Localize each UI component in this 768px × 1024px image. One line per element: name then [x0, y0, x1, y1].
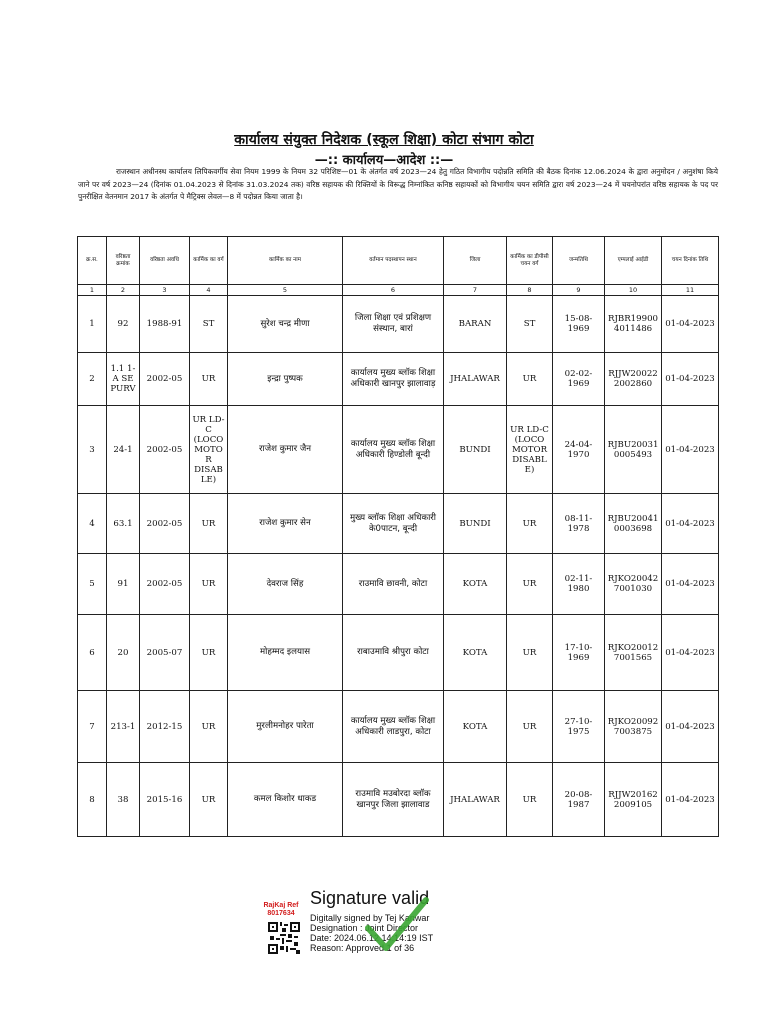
- page-number: 1 of 36: [386, 943, 415, 953]
- cell-district: BARAN: [444, 296, 507, 353]
- cell-posting: मुख्य ब्लॉक शिक्षा अधिकारी के0पाटन, बून्दी: [343, 494, 444, 554]
- cell-name: राजेश कुमार सेन: [228, 494, 343, 554]
- cell-date: 01-04-2023: [662, 406, 719, 494]
- cell-emp-id: RJBU20031 0005493: [605, 406, 662, 494]
- table-row: [78, 494, 719, 554]
- intro-paragraph: राजस्थान अधीनस्थ कार्यालय लिपिकवर्गीय सेवा नियम 1999 के नियम 32 परिशिष्ट—01 के अंतर्गत वर्ष 2023—24 हेतु गठित विभागीय पदोन्नति समिति की बैठक दिनांक 12.06.2024 के द्वारा अनुमोदन / अनुशंषा किये जाने पर वर्ष 2023—24 (दिनांक 01.04.2023 से दिनांक 31.03.2024 तक) वरिष्ठ सहायक की रिक्तियों के विरूद्ध निम्नांकित कनिष्ठ सहायकों को विभागीय चयन समिति द्वारा वर्ष 2023—24 में चयनोपरांत वरिष्ठ सहायक के पद पर पुनरीक्षित वेतनमान 2017 के अंतर्गत पे मैट्रिक्स लेवल—8 में पदोन्नत किया जाता है।: [78, 167, 718, 202]
- cell-category: UR: [190, 763, 228, 837]
- col-number: 4: [190, 285, 228, 296]
- cell-date: 01-04-2023: [662, 691, 719, 763]
- table-row: [78, 296, 719, 353]
- cell-category: UR: [190, 494, 228, 554]
- checkmark-icon: [362, 894, 432, 954]
- col-number: 9: [553, 285, 605, 296]
- cell-period: 2002-05: [140, 494, 190, 554]
- cell-emp-id: RJKO20042 7001030: [605, 554, 662, 615]
- signature-status: Signature valid: [310, 888, 430, 908]
- cell-district: JHALAWAR: [444, 763, 507, 837]
- cell-posting: राबाउमावि श्रीपुरा कोटा: [343, 615, 444, 691]
- cell-name: इन्द्रा पुष्पक: [228, 353, 343, 406]
- cell-sn: 8: [78, 763, 107, 837]
- cell-dpc-category: UR: [507, 353, 553, 406]
- cell-dpc-category: UR: [507, 763, 553, 837]
- cell-posting: राउमावि मउबोरदा ब्लॉक खानपुर जिला झालावाड: [343, 763, 444, 837]
- cell-date: 01-04-2023: [662, 296, 719, 353]
- cell-category: ST: [190, 296, 228, 353]
- cell-district: JHALAWAR: [444, 353, 507, 406]
- cell-dob: 27-10-1975: [553, 691, 605, 763]
- designation: Designation : Joint Director: [310, 923, 419, 933]
- table-row: [78, 763, 719, 837]
- cell-dob: 02-02-1969: [553, 353, 605, 406]
- rajkaj-ref: [256, 902, 306, 918]
- cell-period: 2015-16: [140, 763, 190, 837]
- cell-category: UR LD-C (LOCO MOTO R DISAB LE): [190, 406, 228, 494]
- cell-sn: 4: [78, 494, 107, 554]
- sign-date: Date: 2024.06.12 14:14:19 IST: [310, 933, 434, 943]
- cell-period: 2002-05: [140, 554, 190, 615]
- cell-emp-id: RJBR19900 4011486: [605, 296, 662, 353]
- cell-district: KOTA: [444, 615, 507, 691]
- cell-name: कमल किशोर धाकड: [228, 763, 343, 837]
- cell-date: 01-04-2023: [662, 763, 719, 837]
- cell-emp-id: RJKO20092 7003875: [605, 691, 662, 763]
- col-number: 6: [343, 285, 444, 296]
- col-header: वरिष्ठता क्रमांक: [107, 237, 140, 285]
- cell-emp-id: RJKO20012 7001565: [605, 615, 662, 691]
- col-number: 1: [78, 285, 107, 296]
- cell-name: मोहम्मद इलयास: [228, 615, 343, 691]
- cell-sn: 1: [78, 296, 107, 353]
- cell-seniority: 91: [107, 554, 140, 615]
- ref-label: RajKaj Ref: [263, 902, 299, 909]
- cell-date: 01-04-2023: [662, 554, 719, 615]
- cell-posting: जिला शिक्षा एवं प्रशिक्षण संस्थान, बारां: [343, 296, 444, 353]
- col-number: 7: [444, 285, 507, 296]
- cell-date: 01-04-2023: [662, 494, 719, 554]
- cell-dob: 02-11-1980: [553, 554, 605, 615]
- cell-sn: 3: [78, 406, 107, 494]
- cell-posting: राउमावि छावनी, कोटा: [343, 554, 444, 615]
- cell-dob: 17-10-1969: [553, 615, 605, 691]
- cell-district: KOTA: [444, 691, 507, 763]
- col-header: जन्मतिथि: [553, 237, 605, 285]
- cell-dob: 20-08-1987: [553, 763, 605, 837]
- cell-emp-id: RJJW20162 2009105: [605, 763, 662, 837]
- col-header: चयन दिनांक तिथि: [662, 237, 719, 285]
- cell-seniority: 38: [107, 763, 140, 837]
- col-number: 5: [228, 285, 343, 296]
- page-title: कार्यालय संयुक्त निदेशक (स्कूल शिक्षा) कोटा संभाग कोटा: [234, 132, 534, 148]
- cell-seniority: 92: [107, 296, 140, 353]
- cell-posting: कार्यालय मुख्य ब्लॉक शिक्षा अधिकारी हिण्डोली बून्दी: [343, 406, 444, 494]
- cell-date: 01-04-2023: [662, 615, 719, 691]
- cell-seniority: 24-1: [107, 406, 140, 494]
- cell-category: UR: [190, 691, 228, 763]
- col-header: एम्पलाई आईडी: [605, 237, 662, 285]
- col-header: वरिष्ठता अवधि: [140, 237, 190, 285]
- col-header: वर्तमान पदस्थापन स्थान: [343, 237, 444, 285]
- header-row: [78, 237, 719, 285]
- cell-seniority: 20: [107, 615, 140, 691]
- cell-name: देवराज सिंह: [228, 554, 343, 615]
- cell-dpc-category: ST: [507, 296, 553, 353]
- signed-by: Digitally signed by Tej Kanwar: [310, 913, 430, 923]
- cell-period: 2005-07: [140, 615, 190, 691]
- cell-name: राजेश कुमार जैन: [228, 406, 343, 494]
- cell-sn: 5: [78, 554, 107, 615]
- cell-dpc-category: UR: [507, 554, 553, 615]
- col-header: कार्मिक का नाम: [228, 237, 343, 285]
- cell-sn: 7: [78, 691, 107, 763]
- cell-dob: 24-04-1970: [553, 406, 605, 494]
- cell-dpc-category: UR: [507, 494, 553, 554]
- digital-signature-block: [256, 888, 456, 968]
- cell-district: BUNDI: [444, 406, 507, 494]
- cell-period: 1988-91: [140, 296, 190, 353]
- col-header: कार्मिक का वर्ग: [190, 237, 228, 285]
- cell-period: 2002-05: [140, 406, 190, 494]
- cell-dpc-category: UR LD-C (LOCO MOTOR DISABL E): [507, 406, 553, 494]
- cell-sn: 2: [78, 353, 107, 406]
- table-row: [78, 691, 719, 763]
- sign-reason: Reason: Approved: [310, 943, 385, 953]
- cell-date: 01-04-2023: [662, 353, 719, 406]
- column-number-row: [78, 285, 719, 296]
- cell-category: UR: [190, 353, 228, 406]
- table-row: [78, 406, 719, 494]
- ref-number: 8017634: [267, 910, 295, 917]
- cell-emp-id: RJJW20022 2002860: [605, 353, 662, 406]
- col-header: कार्मिक का डीपीसी चयन वर्ग: [507, 237, 553, 285]
- cell-category: UR: [190, 554, 228, 615]
- promotion-table: [77, 236, 719, 837]
- cell-dob: 08-11-1978: [553, 494, 605, 554]
- cell-name: मुरलीमनोहर पारेता: [228, 691, 343, 763]
- col-number: 8: [507, 285, 553, 296]
- col-header: जिला: [444, 237, 507, 285]
- col-header: क्र.स.: [78, 237, 107, 285]
- cell-category: UR: [190, 615, 228, 691]
- cell-name: सुरेश चन्द्र मीणा: [228, 296, 343, 353]
- table-row: [78, 615, 719, 691]
- col-number: 2: [107, 285, 140, 296]
- cell-emp-id: RJBU20041 0003698: [605, 494, 662, 554]
- cell-seniority: 63.1: [107, 494, 140, 554]
- cell-period: 2012-15: [140, 691, 190, 763]
- cell-sn: 6: [78, 615, 107, 691]
- cell-posting: कार्यालय मुख्य ब्लॉक शिक्षा अधिकारी लाडपुरा, कोटा: [343, 691, 444, 763]
- cell-period: 2002-05: [140, 353, 190, 406]
- cell-district: KOTA: [444, 554, 507, 615]
- cell-district: BUNDI: [444, 494, 507, 554]
- table-row: [78, 554, 719, 615]
- cell-seniority: 213-1: [107, 691, 140, 763]
- cell-posting: कार्यालय मुख्य ब्लॉक शिक्षा अधिकारी खानपुर झालावाड़: [343, 353, 444, 406]
- table-row: [78, 353, 719, 406]
- col-number: 10: [605, 285, 662, 296]
- col-number: 11: [662, 285, 719, 296]
- cell-seniority: 1.1 1-A SE PURV: [107, 353, 140, 406]
- cell-dob: 15-08-1969: [553, 296, 605, 353]
- col-number: 3: [140, 285, 190, 296]
- page-subtitle: —:: कार्यालय—आदेश ::—: [314, 153, 454, 168]
- cell-dpc-category: UR: [507, 691, 553, 763]
- cell-dpc-category: UR: [507, 615, 553, 691]
- qr-code-icon: [268, 922, 300, 954]
